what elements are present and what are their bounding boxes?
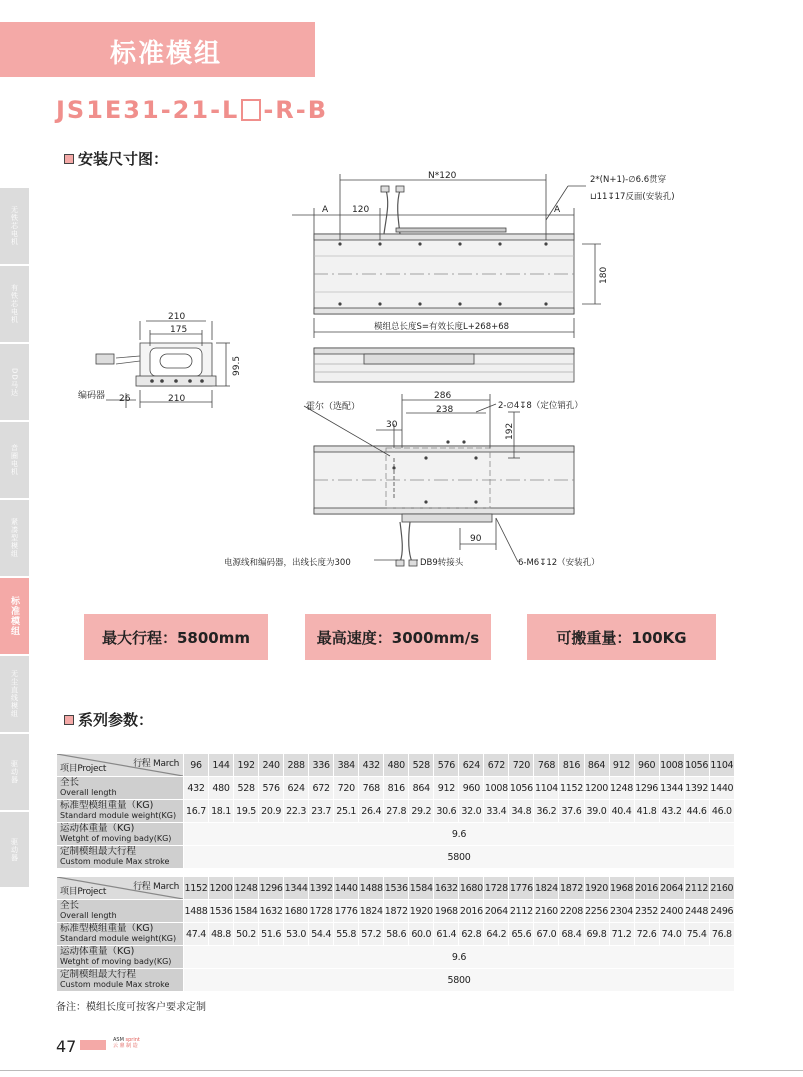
label-cn: 运动体重量（KG) — [60, 823, 135, 834]
dim-238: 238 — [436, 405, 454, 415]
dim-a-right: A — [554, 205, 561, 215]
label-cn: 全长 — [60, 777, 80, 788]
cell-stroke: 960 — [634, 754, 659, 777]
spec-label: 最大行程：5800mm — [101, 628, 250, 647]
cell-length: 528 — [234, 777, 259, 800]
cell-weight: 29.2 — [409, 800, 434, 823]
cell-weight: 23.7 — [309, 800, 334, 823]
cell-weight: 54.4 — [309, 923, 334, 946]
cell-stroke: 2016 — [634, 877, 659, 900]
spec-payload — [527, 614, 716, 660]
table-row-stroke — [57, 754, 735, 777]
cell-weight: 46.0 — [709, 800, 734, 823]
cell-stroke: 528 — [409, 754, 434, 777]
project-header: 项目Project — [60, 764, 107, 774]
cell-length: 1776 — [334, 900, 359, 923]
cell-stroke: 1152 — [184, 877, 209, 900]
top-view — [292, 174, 601, 338]
cell-weight: 39.0 — [584, 800, 609, 823]
cell-weight: 40.4 — [609, 800, 634, 823]
table-row-length — [57, 900, 735, 923]
cell-weight: 34.8 — [509, 800, 534, 823]
cell-stroke: 1488 — [359, 877, 384, 900]
label-cn: 定制模组最大行程 — [60, 969, 137, 980]
cell-length: 480 — [209, 777, 234, 800]
model-prefix: JS1E31-21-L — [56, 96, 240, 124]
hole-note-2: ⊔11↧17反面(安装孔) — [590, 192, 675, 202]
cell-stroke: 1440 — [334, 877, 359, 900]
side-tab-9[interactable] — [0, 812, 29, 888]
dim-286: 286 — [434, 391, 452, 401]
cell-weight: 30.6 — [434, 800, 459, 823]
hall-label: 霍尔（选配） — [306, 402, 361, 412]
cell-length: 1200 — [584, 777, 609, 800]
footer-logo — [113, 1037, 140, 1049]
cell-stroke: 1248 — [234, 877, 259, 900]
m6-hole-note: 6-M6↧12（安装孔） — [518, 558, 600, 568]
dim-a-left: A — [322, 205, 329, 215]
side-tab-label: 紧凑型模组 — [10, 518, 19, 558]
cell-weight: 65.6 — [509, 923, 534, 946]
label-en: Overall length — [60, 911, 117, 920]
cell-stroke: 2064 — [659, 877, 684, 900]
side-tab-label: 标准模组 — [9, 596, 19, 636]
db9-label: DB9转接头 — [420, 558, 464, 568]
table-row-moving — [57, 946, 735, 969]
cell-weight: 60.0 — [409, 923, 434, 946]
weight-label — [57, 923, 184, 946]
moving-label — [57, 946, 184, 969]
series-section-title — [64, 709, 153, 730]
cell-stroke: 1104 — [709, 754, 734, 777]
logo-brand: sprint — [125, 1037, 140, 1043]
label-en: Wetght of moving bady(KG) — [60, 957, 172, 966]
dim-175: 175 — [170, 325, 188, 335]
cell-length: 1632 — [259, 900, 284, 923]
cell-stroke: 432 — [359, 754, 384, 777]
dim-n120: N*120 — [428, 171, 457, 181]
cell-weight: 19.5 — [234, 800, 259, 823]
side-tab-5[interactable] — [0, 500, 29, 577]
side-tab-6-active[interactable] — [0, 578, 29, 655]
cell-length: 1392 — [684, 777, 709, 800]
dim-26: 26 — [119, 394, 131, 404]
cell-stroke: 1968 — [609, 877, 634, 900]
cell-stroke: 1296 — [259, 877, 284, 900]
cell-length: 1680 — [284, 900, 309, 923]
cell-length: 2064 — [484, 900, 509, 923]
model-suffix: -R-B — [263, 96, 329, 124]
cell-stroke: 1392 — [309, 877, 334, 900]
cell-weight: 76.8 — [709, 923, 734, 946]
cell-stroke: 768 — [534, 754, 559, 777]
footnote: 备注：模组长度可按客户要求定制 — [56, 1002, 206, 1013]
cell-length: 672 — [309, 777, 334, 800]
cell-stroke: 576 — [434, 754, 459, 777]
cell-weight: 50.2 — [234, 923, 259, 946]
label-en: Wetght of moving bady(KG) — [60, 834, 172, 843]
cable-note: 电源线和编码器，出线长度为300 — [224, 558, 351, 568]
pin-hole-note: 2-∅4↧8（定位销孔） — [498, 401, 583, 411]
square-bullet-icon — [64, 715, 74, 725]
cell-length: 2448 — [684, 900, 709, 923]
cell-stroke: 240 — [259, 754, 284, 777]
cell-length: 2112 — [509, 900, 534, 923]
cell-weight: 55.8 — [334, 923, 359, 946]
spec-label: 可搬重量：100KG — [556, 628, 687, 647]
cell-length: 2400 — [659, 900, 684, 923]
label-cn: 运动体重量（KG) — [60, 946, 135, 957]
cell-weight: 43.2 — [659, 800, 684, 823]
dim-90: 90 — [470, 534, 482, 544]
cell-stroke: 480 — [384, 754, 409, 777]
cell-length: 1824 — [359, 900, 384, 923]
install-title-text: 安装尺寸图： — [78, 150, 169, 168]
cell-max-stroke: 5800 — [184, 969, 735, 992]
cell-length: 816 — [384, 777, 409, 800]
cell-length: 432 — [184, 777, 209, 800]
cell-weight: 41.8 — [634, 800, 659, 823]
side-tab-8[interactable] — [0, 734, 29, 811]
cell-weight: 72.6 — [634, 923, 659, 946]
cell-length: 1152 — [559, 777, 584, 800]
cell-weight: 18.1 — [209, 800, 234, 823]
bottom-view — [304, 394, 574, 566]
cell-stroke: 912 — [609, 754, 634, 777]
cell-weight: 22.3 — [284, 800, 309, 823]
cell-weight: 26.4 — [359, 800, 384, 823]
cell-weight: 48.8 — [209, 923, 234, 946]
cell-weight: 47.4 — [184, 923, 209, 946]
side-tab-label: 驱动器 — [10, 837, 19, 862]
spec-max-speed — [305, 614, 491, 660]
cell-stroke: 1632 — [434, 877, 459, 900]
table-row-length — [57, 777, 735, 800]
install-section-title — [64, 148, 168, 169]
side-tab-3[interactable] — [0, 344, 29, 421]
label-en: Standard module weight(KG) — [60, 934, 177, 943]
side-tab-4[interactable] — [0, 422, 29, 499]
weight-label — [57, 800, 184, 823]
header-band — [0, 22, 315, 77]
label-en: Custom module Max stroke — [60, 980, 170, 989]
label-en: Standard module weight(KG) — [60, 811, 177, 820]
params-table-2 — [56, 876, 735, 992]
side-tab-label: 驱动器 — [10, 760, 19, 784]
cell-length: 1728 — [309, 900, 334, 923]
cell-stroke: 1200 — [209, 877, 234, 900]
dim-210-top: 210 — [168, 312, 186, 322]
cell-stroke: 1008 — [659, 754, 684, 777]
cell-stroke: 288 — [284, 754, 309, 777]
cell-stroke: 672 — [484, 754, 509, 777]
project-header: 项目Project — [60, 887, 107, 897]
cell-weight: 62.8 — [459, 923, 484, 946]
page-number: 47 — [56, 1037, 77, 1056]
table-row-weight — [57, 800, 735, 823]
cell-stroke: 96 — [184, 754, 209, 777]
cell-length: 1056 — [509, 777, 534, 800]
stroke-header: 行程 March — [133, 759, 179, 769]
label-en: Custom module Max stroke — [60, 857, 170, 866]
cell-length: 1008 — [484, 777, 509, 800]
cell-stroke: 624 — [459, 754, 484, 777]
cell-length: 1920 — [409, 900, 434, 923]
model-code — [56, 96, 328, 124]
cell-weight: 32.0 — [459, 800, 484, 823]
footer-line — [0, 1070, 803, 1071]
cell-length: 720 — [334, 777, 359, 800]
side-tab-2[interactable] — [0, 266, 29, 343]
dim-99-5: 99.5 — [232, 355, 242, 376]
dim-180: 180 — [599, 266, 609, 284]
cell-length: 2016 — [459, 900, 484, 923]
cell-stroke: 1680 — [459, 877, 484, 900]
cell-max-stroke: 5800 — [184, 846, 735, 869]
table-row-max — [57, 969, 735, 992]
cell-length: 2304 — [609, 900, 634, 923]
spec-label: 最高速度：3000mm/s — [316, 628, 480, 647]
side-tab-1[interactable] — [0, 188, 29, 265]
header-corner-cell — [57, 754, 184, 777]
cell-weight: 20.9 — [259, 800, 284, 823]
cell-length: 1584 — [234, 900, 259, 923]
table-row-max — [57, 846, 735, 869]
label-en: Overall length — [60, 788, 117, 797]
cell-length: 960 — [459, 777, 484, 800]
square-bullet-icon — [64, 154, 74, 164]
length-label — [57, 777, 184, 800]
table-row-weight — [57, 923, 735, 946]
cell-weight: 37.6 — [559, 800, 584, 823]
cell-weight: 53.0 — [284, 923, 309, 946]
side-tab-label: 无铁芯电机 — [10, 206, 19, 246]
side-tab-label: 有铁芯电机 — [10, 284, 19, 324]
cell-stroke: 336 — [309, 754, 334, 777]
cell-length: 1296 — [634, 777, 659, 800]
cell-length: 2352 — [634, 900, 659, 923]
cell-length: 1104 — [534, 777, 559, 800]
cell-stroke: 1824 — [534, 877, 559, 900]
dim-120: 120 — [352, 205, 370, 215]
cell-stroke: 2112 — [684, 877, 709, 900]
logo-bottom: 云 鼎 制 造 — [113, 1043, 138, 1049]
cell-length: 2208 — [559, 900, 584, 923]
cell-stroke: 144 — [209, 754, 234, 777]
total-length-note: 模组总长度S=有效长度L+268+68 — [374, 322, 510, 332]
cell-length: 1248 — [609, 777, 634, 800]
cell-length: 2160 — [534, 900, 559, 923]
front-view — [314, 348, 574, 382]
length-label — [57, 900, 184, 923]
cell-weight: 25.1 — [334, 800, 359, 823]
cell-weight: 36.2 — [534, 800, 559, 823]
cell-length: 624 — [284, 777, 309, 800]
cell-stroke: 1776 — [509, 877, 534, 900]
cell-weight: 75.4 — [684, 923, 709, 946]
cell-weight: 57.2 — [359, 923, 384, 946]
model-blank-box — [241, 99, 261, 121]
cell-stroke: 1728 — [484, 877, 509, 900]
label-cn: 全长 — [60, 900, 80, 911]
cell-stroke: 1344 — [284, 877, 309, 900]
dim-192: 192 — [505, 422, 515, 440]
label-cn: 定制模组最大行程 — [60, 846, 137, 857]
cell-stroke: 1056 — [684, 754, 709, 777]
cell-length: 1536 — [209, 900, 234, 923]
cell-weight: 61.4 — [434, 923, 459, 946]
cell-length: 1440 — [709, 777, 734, 800]
installation-drawing — [56, 168, 746, 578]
cell-moving-weight: 9.6 — [184, 946, 735, 969]
cell-moving-weight: 9.6 — [184, 823, 735, 846]
header-corner-cell — [57, 877, 184, 900]
params-table-1 — [56, 753, 735, 869]
cell-weight: 74.0 — [659, 923, 684, 946]
logo-top: ASM — [113, 1037, 124, 1043]
cell-length: 864 — [409, 777, 434, 800]
side-tab-label: 无尘直线模组 — [10, 670, 19, 718]
cell-length: 2256 — [584, 900, 609, 923]
table-row-moving — [57, 823, 735, 846]
dim-210-bottom: 210 — [168, 394, 186, 404]
stroke-header: 行程 March — [133, 882, 179, 892]
cell-weight: 71.2 — [609, 923, 634, 946]
label-cn: 标准型模组重量（KG) — [60, 800, 154, 811]
cell-stroke: 1920 — [584, 877, 609, 900]
moving-label — [57, 823, 184, 846]
table-row-stroke — [57, 877, 735, 900]
footer-accent-bar — [80, 1040, 106, 1050]
cell-weight: 33.4 — [484, 800, 509, 823]
cell-weight: 27.8 — [384, 800, 409, 823]
series-title-text: 系列参数： — [78, 711, 154, 729]
side-tab-label: DD马达 — [10, 367, 19, 397]
side-tab-7[interactable] — [0, 656, 29, 733]
cell-weight: 68.4 — [559, 923, 584, 946]
cell-stroke: 816 — [559, 754, 584, 777]
cell-weight: 69.8 — [584, 923, 609, 946]
cell-length: 912 — [434, 777, 459, 800]
cell-stroke: 384 — [334, 754, 359, 777]
section-view — [96, 321, 230, 408]
cell-length: 768 — [359, 777, 384, 800]
cell-stroke: 2160 — [709, 877, 734, 900]
cell-weight: 51.6 — [259, 923, 284, 946]
label-cn: 标准型模组重量（KG) — [60, 923, 154, 934]
cell-length: 576 — [259, 777, 284, 800]
cell-stroke: 1536 — [384, 877, 409, 900]
max-stroke-label — [57, 846, 184, 869]
hole-note-1: 2*(N+1)-∅6.6贯穿 — [590, 175, 667, 185]
cell-stroke: 864 — [584, 754, 609, 777]
cell-length: 1968 — [434, 900, 459, 923]
page-title: 标准模组 — [110, 39, 223, 69]
cell-weight: 16.7 — [184, 800, 209, 823]
cell-length: 1344 — [659, 777, 684, 800]
cell-weight: 64.2 — [484, 923, 509, 946]
encoder-label: 编码器 — [78, 391, 106, 401]
side-tab-label: 音圈电机 — [10, 444, 19, 476]
cell-stroke: 720 — [509, 754, 534, 777]
max-stroke-label — [57, 969, 184, 992]
cell-stroke: 192 — [234, 754, 259, 777]
cell-stroke: 1872 — [559, 877, 584, 900]
dim-30: 30 — [386, 420, 398, 430]
cell-length: 2496 — [709, 900, 734, 923]
cell-length: 1872 — [384, 900, 409, 923]
cell-length: 1488 — [184, 900, 209, 923]
cell-weight: 58.6 — [384, 923, 409, 946]
cell-stroke: 1584 — [409, 877, 434, 900]
spec-max-stroke — [84, 614, 268, 660]
cell-weight: 67.0 — [534, 923, 559, 946]
cell-weight: 44.6 — [684, 800, 709, 823]
